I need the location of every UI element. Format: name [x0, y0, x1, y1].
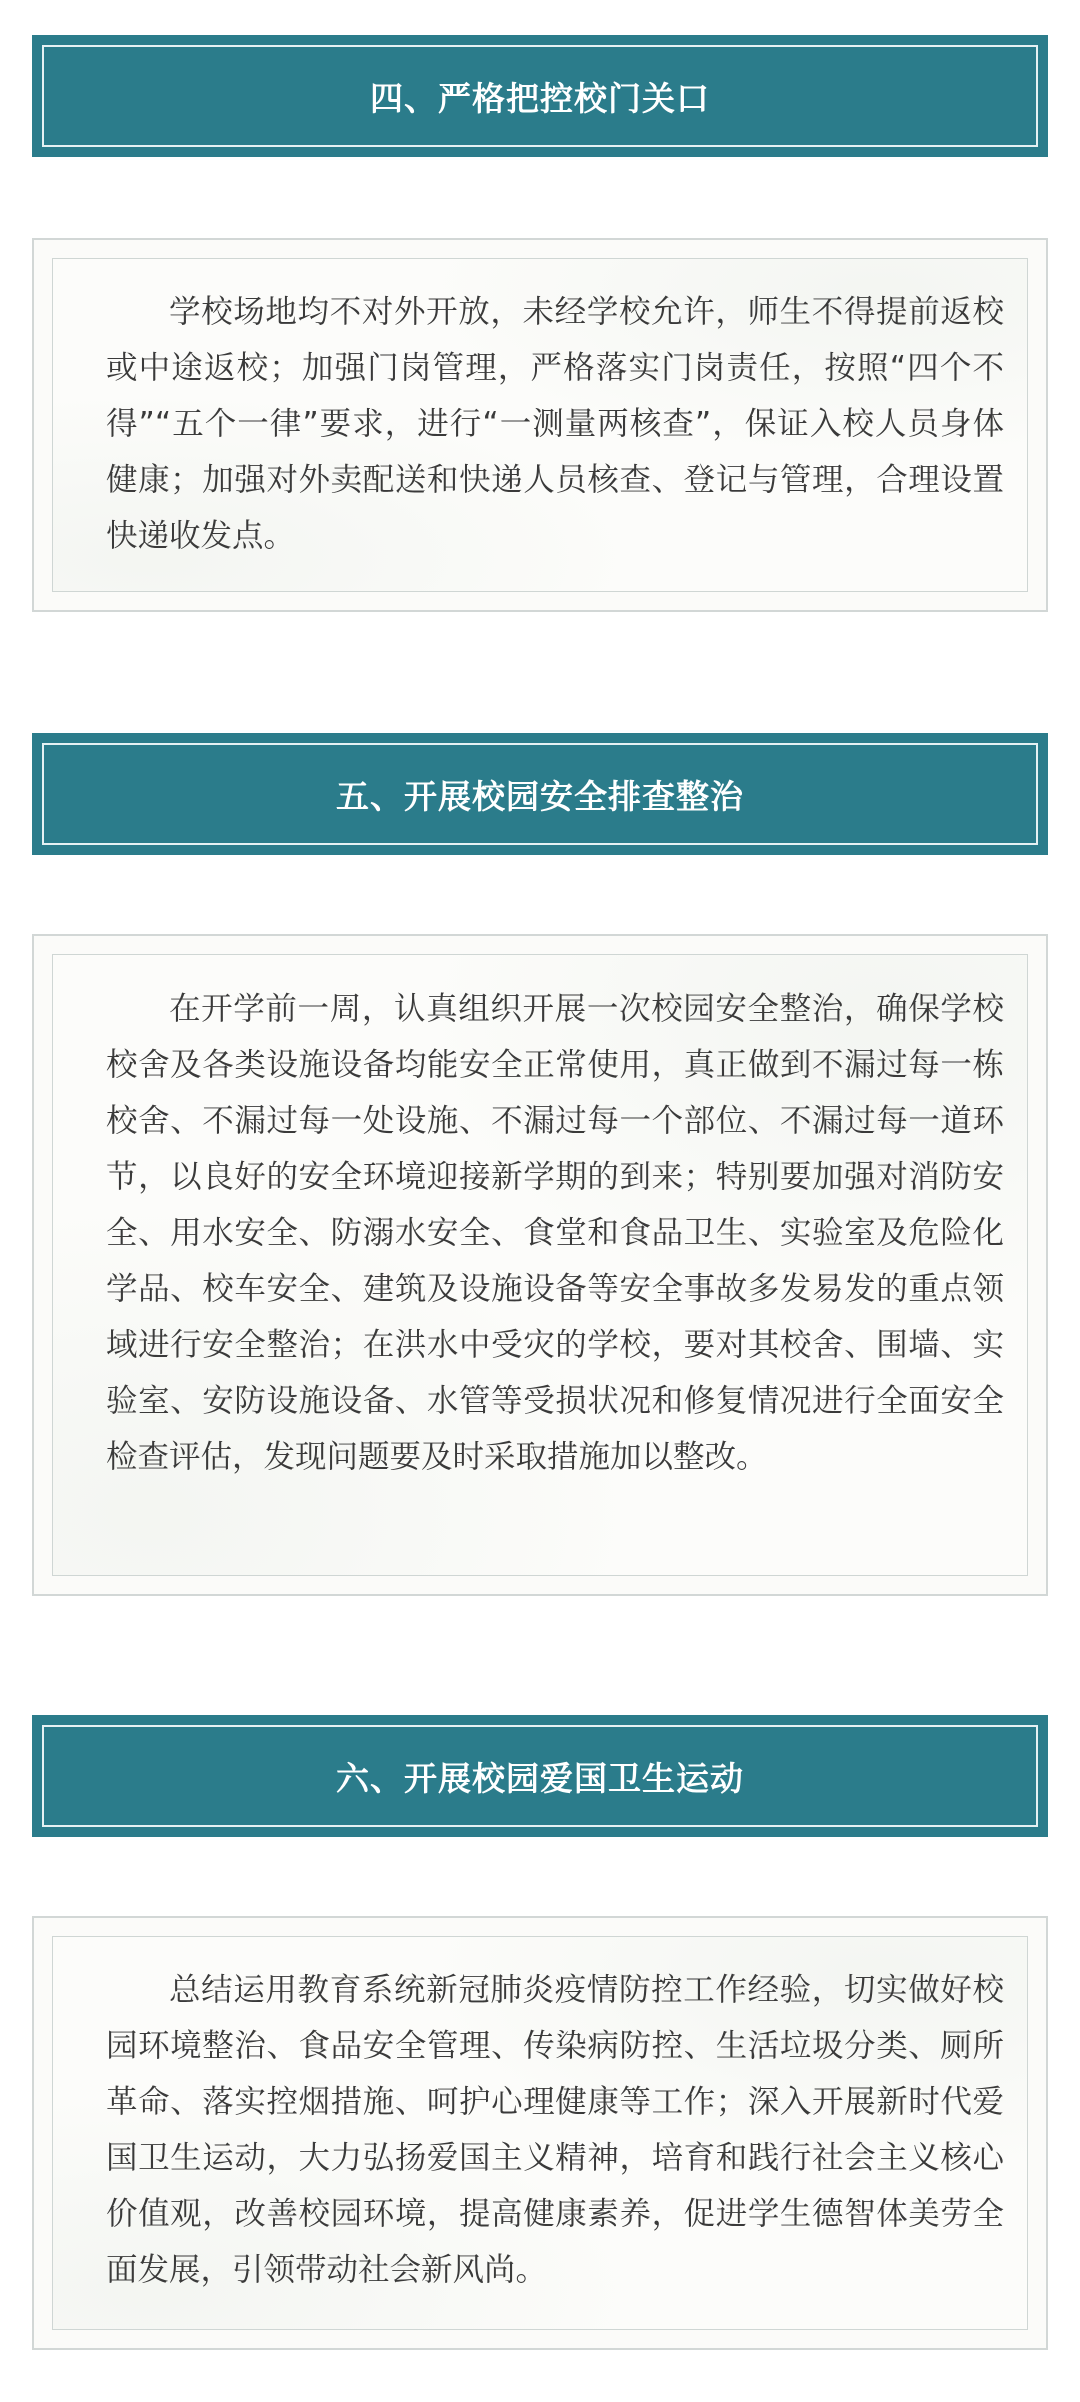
section-title-6: 六、开展校园爱国卫生运动 — [336, 1758, 744, 1798]
section-header-frame — [42, 1725, 1038, 1827]
section-header-frame — [42, 743, 1038, 845]
section-header-4 — [32, 35, 1048, 157]
section-content-5 — [32, 934, 1048, 1596]
section-body-6: 总结运用教育系统新冠肺炎疫情防控工作经验，切实做好校园环境整治、食品安全管理、传染病防控、生活垃圾分类、厕所革命、落实控烟措施、呵护心理健康等工作；深入开展新时代爱国卫生运动，大力弘扬爱国主义精神，培育和践行社会主义核心价值观，改善校园环境，提高健康素养，促进学生德智体美劳全面发展，引领带动社会新风尚。 — [106, 1972, 1004, 2288]
section-header-frame — [42, 45, 1038, 147]
section-body-4: 学校场地均不对外开放，未经学校允许，师生不得提前返校或中途返校；加强门岗管理，严格落实门岗责任，按照“四个不得”“五个一律”要求，进行“一测量两核查”，保证入校人员身体健康；加强对外卖配送和快递人员核查、登记与管理，合理设置快递收发点。 — [106, 294, 1004, 554]
section-header-5 — [32, 733, 1048, 855]
section-content-4 — [32, 238, 1048, 612]
section-title-4: 四、严格把控校门关口 — [370, 78, 710, 118]
section-body-5: 在开学前一周，认真组织开展一次校园安全整治，确保学校校舍及各类设施设备均能安全正常使用，真正做到不漏过每一栋校舍、不漏过每一处设施、不漏过每一个部位、不漏过每一道环节，以良好的安全环境迎接新学期的到来；特别要加强对消防安全、用水安全、防溺水安全、食堂和食品卫生、实验室及危险化学品、校车安全、建筑及设施设备等安全事故多发易发的重点领域进行安全整治；在洪水中受灾的学校，要对其校舍、围墙、实验室、安防设施设备、水管等受损状况和修复情况进行全面安全检查评估，发现问题要及时采取措施加以整改。 — [106, 991, 1004, 1475]
section-content-6 — [32, 1916, 1048, 2350]
section-title-5: 五、开展校园安全排查整治 — [336, 776, 744, 816]
section-header-6 — [32, 1715, 1048, 1837]
